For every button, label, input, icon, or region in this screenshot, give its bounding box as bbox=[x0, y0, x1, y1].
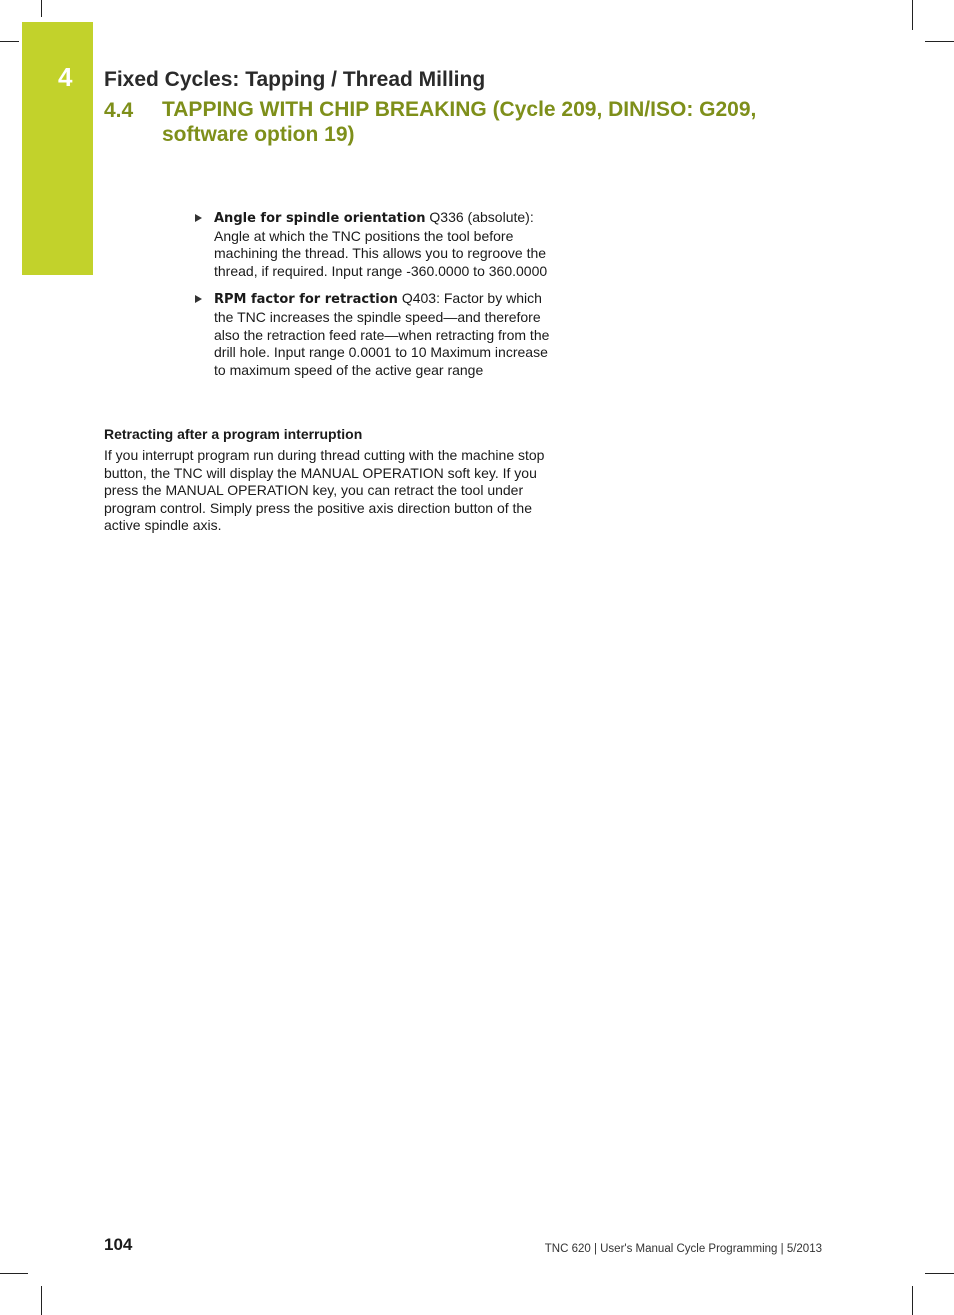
retracting-paragraph: If you interrupt program run during thread cutting with the machine stop button, the TNC will display the MANUAL OPERATION soft key. If you press the MANUAL OPERATION key, you can retract the tool under program control. Simply press the positive axis direction button of the active spindle axis. bbox=[104, 447, 545, 534]
crop-mark bbox=[912, 0, 913, 30]
parameter-item bbox=[193, 290, 553, 379]
crop-mark bbox=[912, 1286, 913, 1315]
retracting-heading: Retracting after a program interruption bbox=[104, 426, 363, 442]
crop-mark bbox=[0, 1273, 28, 1274]
parameter-name: RPM factor for retraction bbox=[214, 292, 398, 308]
triangle-bullet-icon bbox=[195, 295, 202, 303]
page-number: 104 bbox=[104, 1235, 133, 1254]
chapter-title: Fixed Cycles: Tapping / Thread Milling bbox=[104, 68, 486, 91]
crop-mark bbox=[41, 0, 42, 17]
chapter-number: 4 bbox=[58, 62, 73, 92]
parameter-name: Angle for spindle orientation bbox=[214, 211, 426, 226]
triangle-bullet-icon bbox=[195, 214, 202, 222]
parameter-description: Q403: Factor by which the TNC increases the spindle speed—and therefore also the retraction feed rate—when retracting from the drill hole. Input range 0.0001 to 10 Maximum increase to maximum speed of the active gear range bbox=[214, 290, 550, 378]
crop-mark bbox=[925, 1273, 954, 1274]
parameter-description: Q336 (absolute): Angle at which the TNC positions the tool before machining the thread. This allows you to regroove the thread, if required. Input range -360.0000 to 360.0000 bbox=[214, 209, 548, 279]
parameter-text bbox=[214, 209, 553, 280]
parameter-item bbox=[193, 209, 553, 280]
parameter-list bbox=[193, 209, 553, 389]
footer-text: TNC 620 | User's Manual Cycle Programming | 5/2013 bbox=[544, 1243, 822, 1255]
crop-mark bbox=[41, 1286, 42, 1315]
crop-mark bbox=[925, 41, 954, 42]
parameter-text bbox=[214, 290, 553, 379]
section-title: TAPPING WITH CHIP BREAKING (Cycle 209, DIN/ISO: G209, software option 19) bbox=[162, 98, 757, 146]
crop-mark bbox=[0, 41, 19, 42]
section-number: 4.4 bbox=[104, 99, 134, 122]
